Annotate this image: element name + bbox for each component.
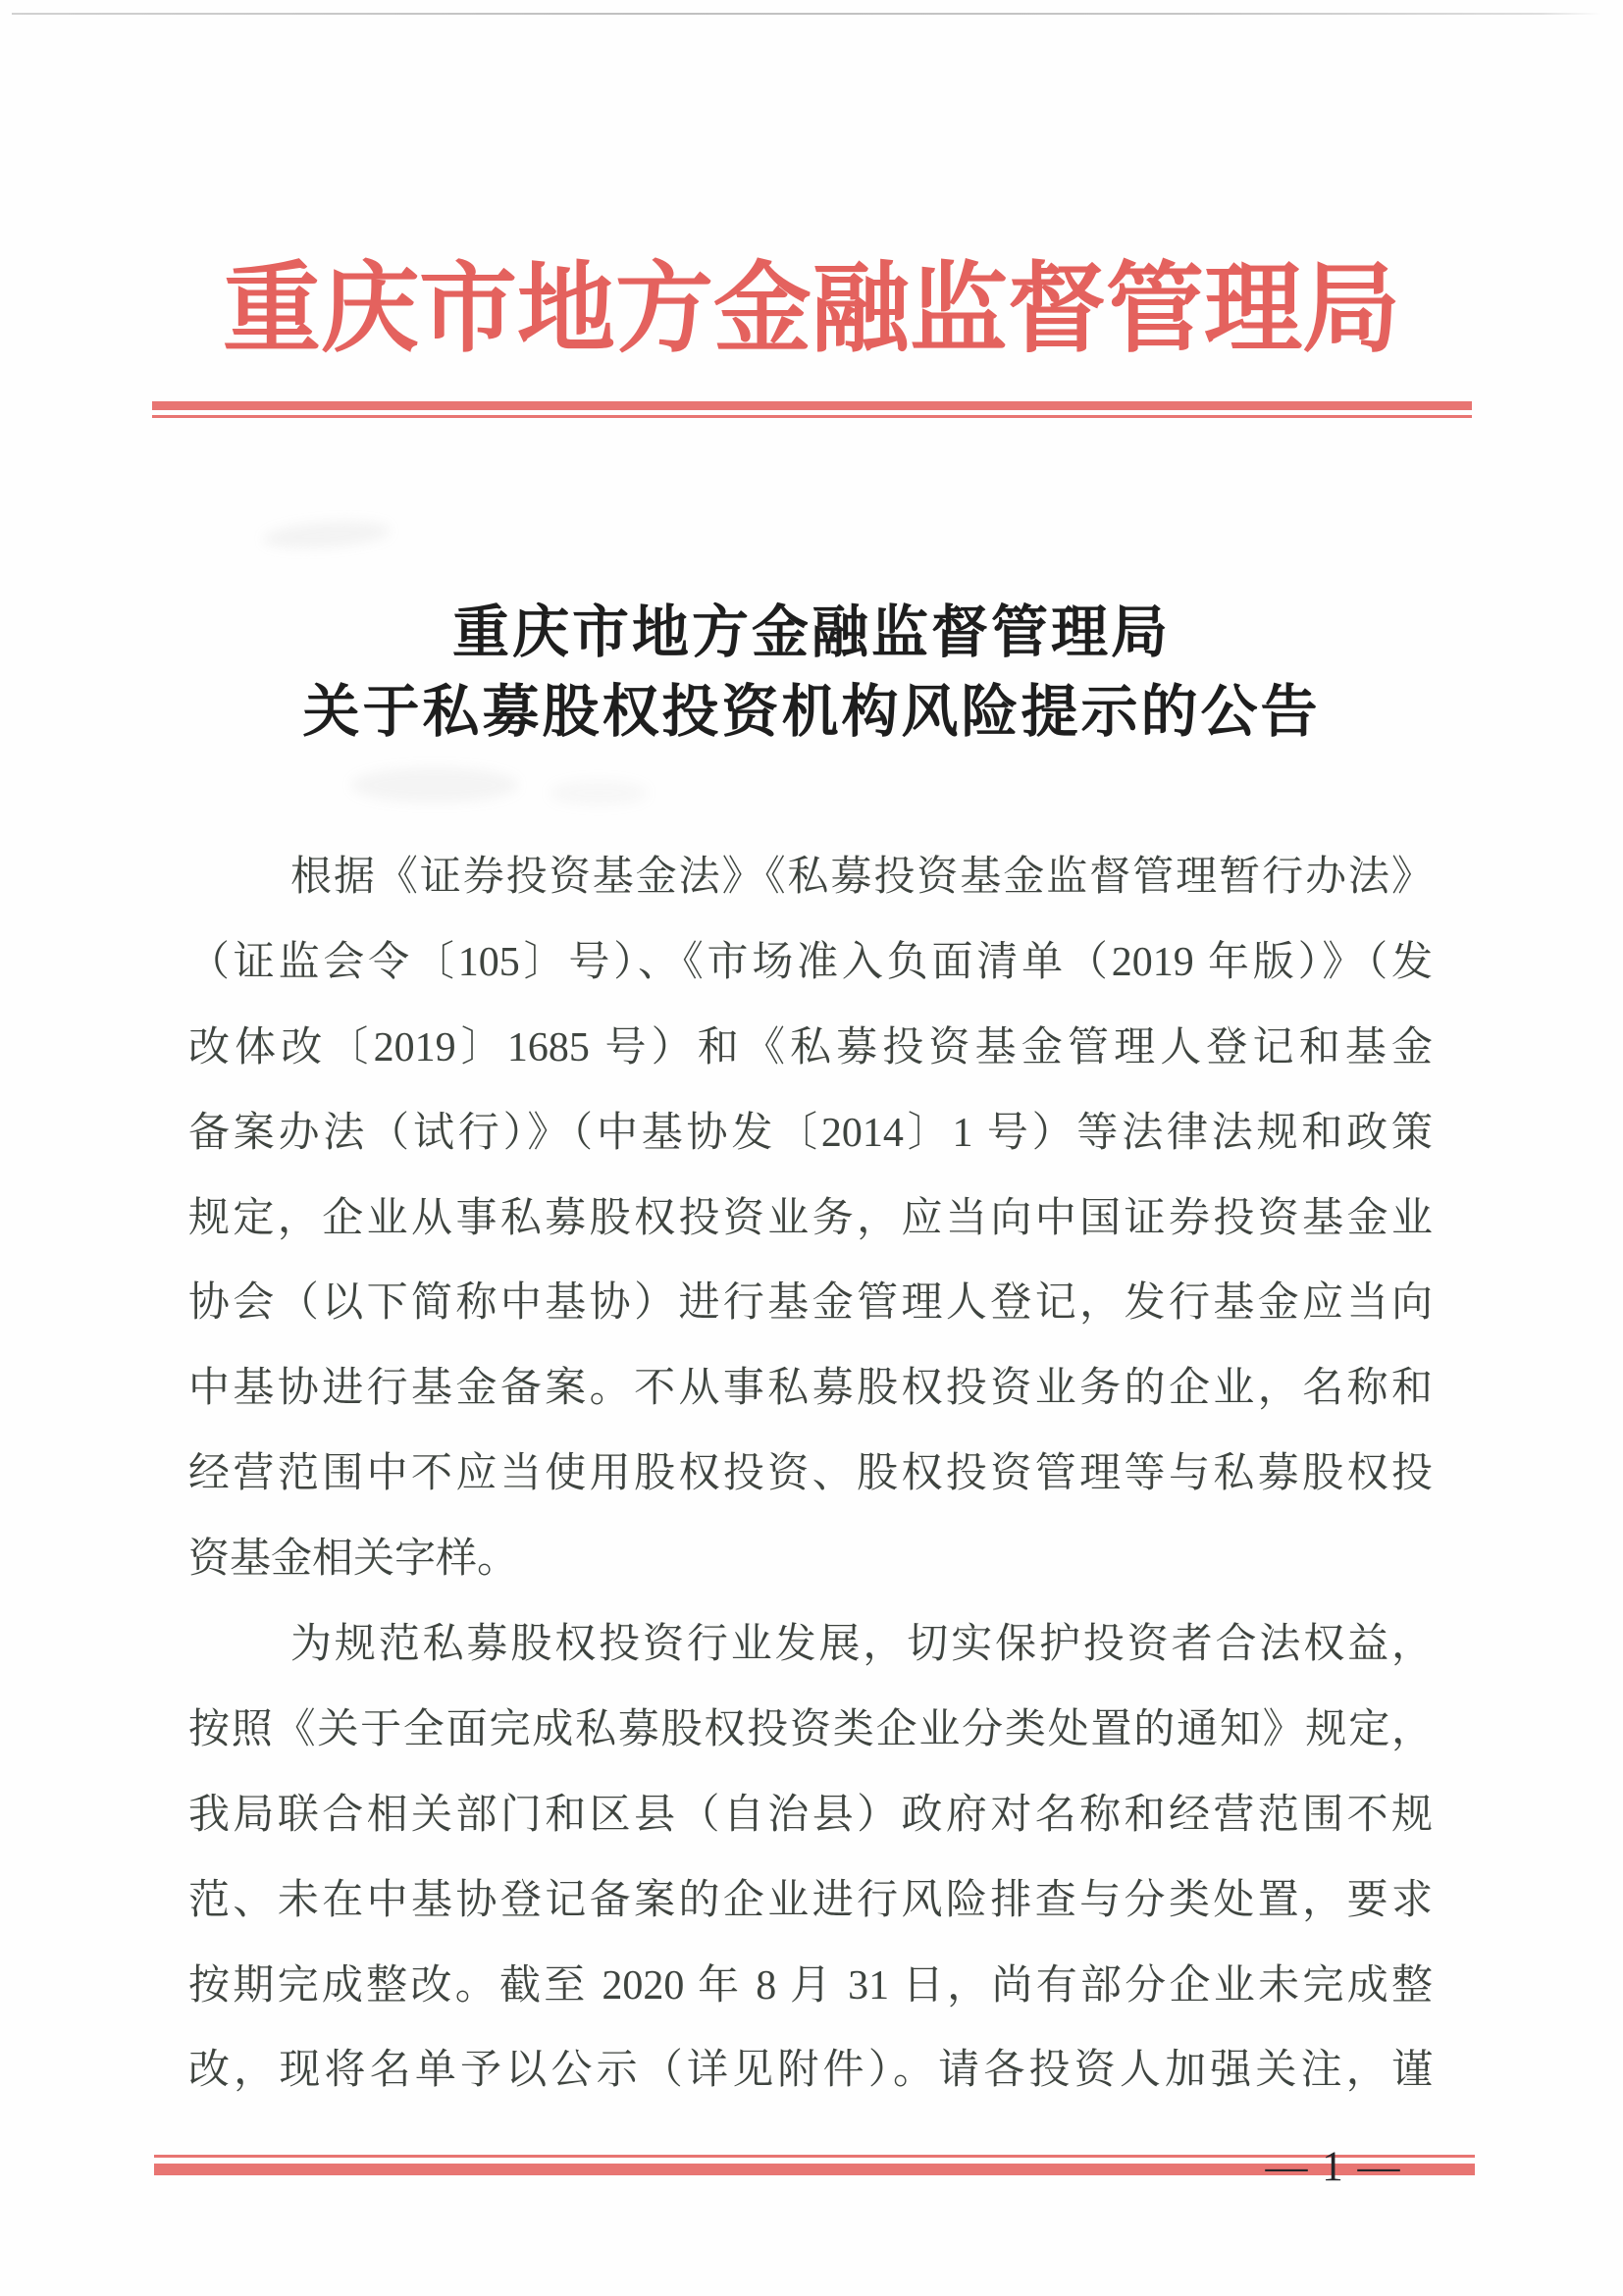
- body-line: （证监会令〔105〕号）、《市场准入负面清单（2019 年版）》（发: [188, 939, 1433, 985]
- letterhead-agency-title: 重庆市地方金融监督管理局: [223, 255, 1400, 364]
- body-line: 改体改〔2019〕1685 号）和《私募投资基金管理人登记和基金: [188, 1024, 1433, 1070]
- scan-edge-artifact: [12, 13, 1601, 15]
- body-line: 改，现将名单予以公示（详见附件）。请各投资人加强关注，谨: [188, 2048, 1433, 2094]
- body-line: 备案办法（试行）》（中基协发〔2014〕1 号）等法律法规和政策: [188, 1110, 1433, 1156]
- body-line: 为规范私募股权投资行业发展，切实保护投资者合法权益，: [290, 1622, 1433, 1668]
- letterhead-rule-thin: [152, 415, 1472, 418]
- scan-smudge: [550, 780, 648, 806]
- document-title-line-1: 重庆市地方金融监督管理局: [451, 600, 1171, 664]
- body-paragraph: [188, 835, 1433, 1602]
- body-line: 根据《证券投资基金法》《私募投资基金监督管理暂行办法》: [290, 855, 1433, 900]
- body-line: 经营范围中不应当使用股权投资、股权投资管理等与私募股权投: [188, 1451, 1433, 1497]
- document-title: [0, 593, 1623, 752]
- scan-smudge: [262, 517, 391, 551]
- page-number: — 1 —: [1265, 2144, 1402, 2190]
- body-paragraph: [188, 1602, 1433, 2113]
- document-title-line-2: 关于私募股权投资机构风险提示的公告: [302, 680, 1321, 744]
- body-line: 规定，企业从事私募股权投资业务，应当向中国证券投资基金业: [188, 1195, 1433, 1241]
- body-line: 按照《关于全面完成私募股权投资类企业分类处置的通知》规定，: [188, 1706, 1433, 1752]
- scan-smudge: [351, 767, 518, 803]
- body-line: 按期完成整改。截至 2020 年 8 月 31 日，尚有部分企业未完成整: [188, 1962, 1433, 2009]
- letterhead-rule-thick: [152, 401, 1472, 410]
- body-line: 我局联合相关部门和区县（自治县）政府对名称和经营范围不规: [188, 1792, 1433, 1838]
- body-line: 协会（以下简称中基协）进行基金管理人登记，发行基金应当向: [188, 1280, 1433, 1327]
- body-line: 范、未在中基协登记备案的企业进行风险排查与分类处置，要求: [188, 1877, 1433, 1923]
- body-line: 资基金相关字样。: [188, 1537, 519, 1583]
- document-body: [188, 835, 1433, 2113]
- body-line: 中基协进行基金备案。不从事私募股权投资业务的企业，名称和: [188, 1366, 1433, 1412]
